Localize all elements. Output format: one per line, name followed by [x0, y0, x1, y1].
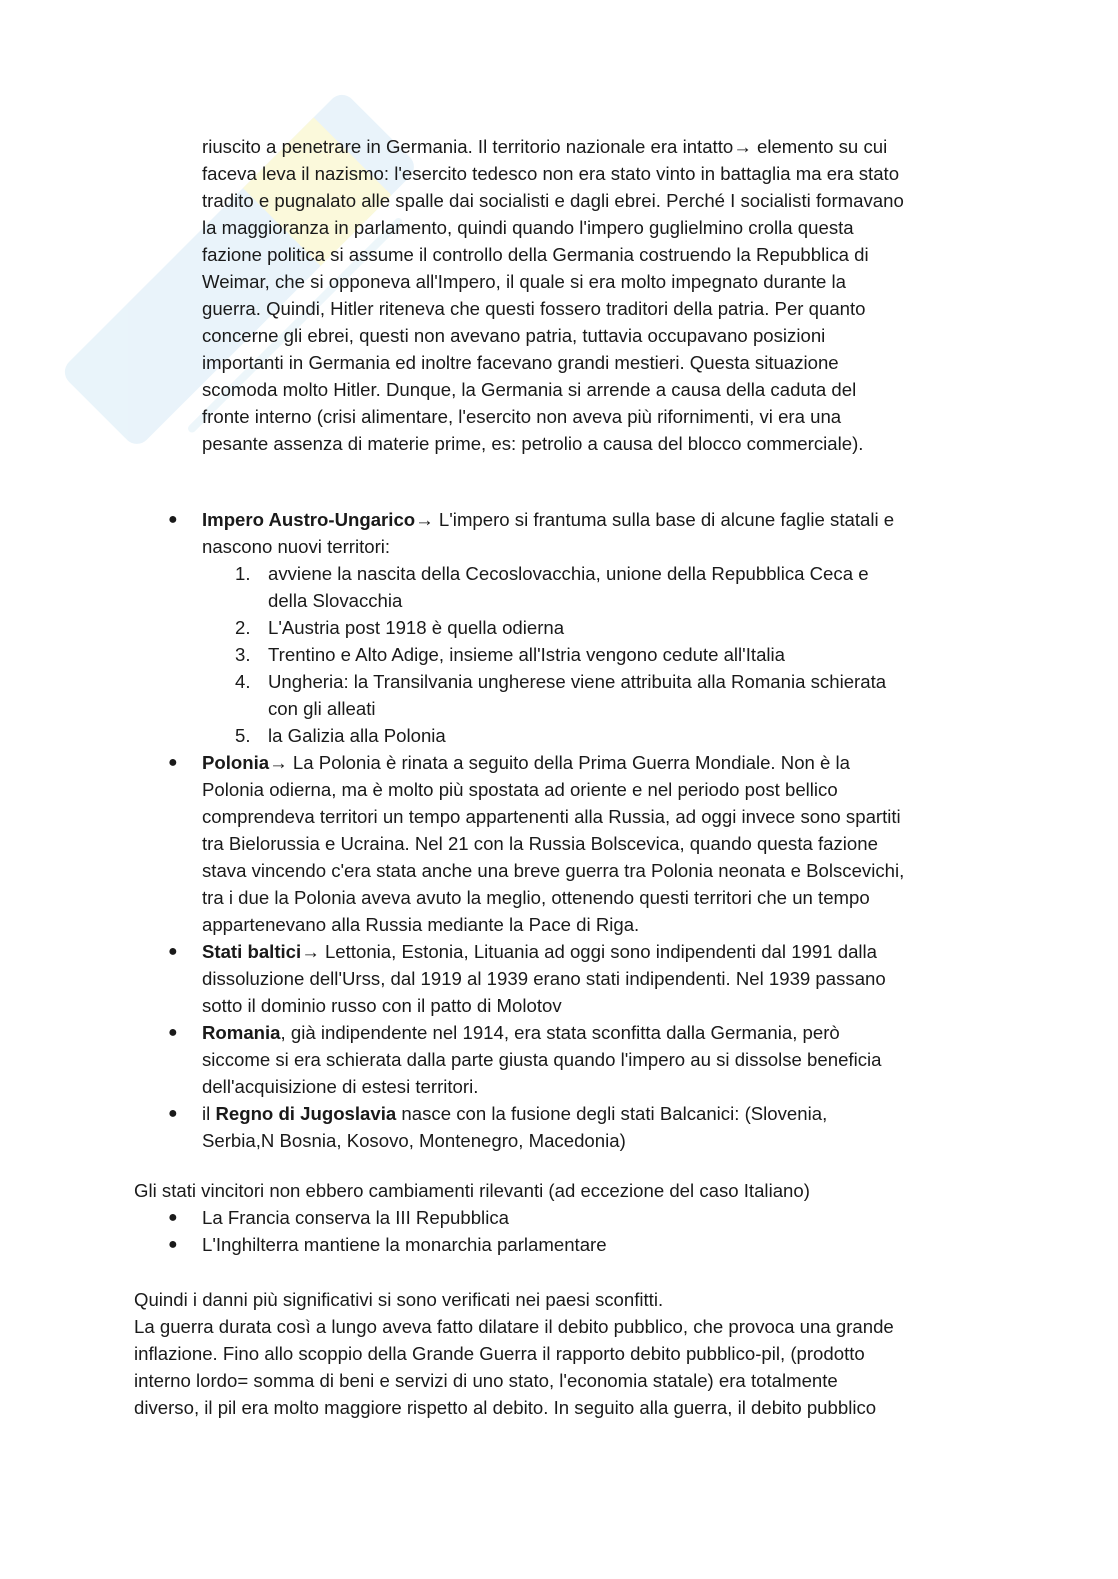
bullet-icon: ● [168, 511, 178, 528]
text-line: La Francia conserva la III Repubblica [202, 1207, 509, 1228]
text-line: L'Austria post 1918 è quella odierna [268, 617, 565, 638]
text-line: Trentino e Alto Adige, insieme all'Istria vengono cedute all'Italia [268, 644, 786, 665]
text-line: avviene la nascita della Cecoslovacchia, unione della Repubblica Ceca e [268, 563, 869, 584]
text-line: faceva leva il nazismo: l'esercito tedesco non era stato vinto in battaglia ma era stato [202, 163, 900, 184]
text-line: sotto il dominio russo con il patto di Molotov [202, 995, 562, 1016]
numbered-item [0, 614, 1118, 641]
text-line: guerra. Quindi, Hitler riteneva che questi fossero traditori della patria. Per quanto [202, 298, 866, 319]
text-line: scomoda molto Hitler. Dunque, la Germania si arrende a causa della caduta del [202, 379, 857, 400]
text-line: concerne gli ebrei, questi non avevano patria, tuttavia occupavano posizioni [202, 325, 826, 346]
winners-list [0, 1204, 1118, 1258]
item-number: 2. [235, 617, 251, 638]
text-line: la Galizia alla Polonia [268, 725, 446, 746]
item-number: 3. [235, 644, 251, 665]
text-line: tra Bielorussia e Ucraina. Nel 21 con la Russia Bolscevica, quando questa fazione [202, 833, 878, 854]
text-line: L'Inghilterra mantiene la monarchia parlamentare [202, 1234, 607, 1255]
intro-paragraph [0, 133, 1118, 457]
bullet-icon: ● [168, 1024, 178, 1041]
bullet-icon: ● [168, 1236, 178, 1253]
item-prefix: il [202, 1103, 216, 1124]
closing-paragraph [0, 1286, 1118, 1421]
list-item [0, 1100, 1118, 1154]
bullet-icon: ● [168, 1209, 178, 1226]
text-line: La guerra durata così a lungo aveva fatto dilatare il debito pubblico, che provoca una grande [134, 1316, 894, 1337]
list-item [0, 749, 1118, 938]
numbered-item [0, 668, 1118, 722]
item-heading: Polonia [202, 752, 270, 773]
item-number: 5. [235, 725, 251, 746]
list-item [0, 506, 1118, 560]
item-text: → L'impero si frantuma sulla base di alcune faglie statali e [415, 509, 895, 530]
item-number: 1. [235, 563, 251, 584]
document-body [0, 133, 1118, 1421]
text-line: diverso, il pil era molto maggiore rispetto al debito. In seguito alla guerra, il debito pubblico [134, 1397, 877, 1418]
list-item [0, 1204, 1118, 1231]
country-bullet-list [0, 506, 1118, 1154]
numbered-item [0, 722, 1118, 749]
text-line: la maggioranza in parlamento, quindi quando l'impero guglielmino crolla questa [202, 217, 854, 238]
text-line: con gli alleati [268, 698, 376, 719]
text-line: Polonia odierna, ma è molto più spostata ad oriente e nel periodo post bellico [202, 779, 838, 800]
item-text: , già indipendente nel 1914, era stata sconfitta dalla Germania, però [280, 1022, 840, 1043]
item-heading: Impero Austro-Ungarico [202, 509, 416, 530]
item-text: → La Polonia è rinata a seguito della Prima Guerra Mondiale. Non è la [269, 752, 851, 773]
item-text: → Lettonia, Estonia, Lituania ad oggi sono indipendenti dal 1991 dalla [301, 941, 878, 962]
text-line: stava vincendo c'era stata anche una breve guerra tra Polonia neonata e Bolscevichi, [202, 860, 905, 881]
text-line: Serbia,N Bosnia, Kosovo, Montenegro, Macedonia) [202, 1130, 626, 1151]
text-line: comprendeva territori un tempo appartenenti alla Russia, ad oggi invece sono spartiti [202, 806, 901, 827]
item-heading: Regno di Jugoslavia [215, 1103, 397, 1124]
text-line: Ungheria: la Transilvania ungherese viene attribuita alla Romania schierata [268, 671, 887, 692]
item-number: 4. [235, 671, 251, 692]
bullet-icon: ● [168, 1105, 178, 1122]
text-line: inflazione. Fino allo scoppio della Grande Guerra il rapporto debito pubblico-pil, (prodotto [134, 1343, 865, 1364]
winners-intro: Gli stati vincitori non ebbero cambiamenti rilevanti (ad eccezione del caso Italiano) [134, 1180, 810, 1201]
text-line: nascono nuovi territori: [202, 536, 391, 557]
item-heading: Romania [202, 1022, 281, 1043]
text-line: tra i due la Polonia aveva avuto la meglio, ottenendo questi territori che un tempo [202, 887, 870, 908]
text-line: tradito e pugnalato alle spalle dai socialisti e dagli ebrei. Perché I socialisti formavano [202, 190, 904, 211]
item-heading: Stati baltici [202, 941, 302, 962]
text-line: pesante assenza di materie prime, es: petrolio a causa del blocco commerciale). [202, 433, 864, 454]
text-line: siccome si era schierata dalla parte giusta quando l'impero au si dissolse beneficia [202, 1049, 882, 1070]
list-item [0, 938, 1118, 1019]
text-line: fazione politica si assume il controllo della Germania costruendo la Repubblica di [202, 244, 869, 265]
bullet-icon: ● [168, 943, 178, 960]
text-line: della Slovacchia [268, 590, 403, 611]
text-line: Quindi i danni più significativi si sono verificati nei paesi sconfitti. [134, 1289, 664, 1310]
list-item [0, 1019, 1118, 1100]
text-line: dissoluzione dell'Urss, dal 1919 al 1939 erano stati indipendenti. Nel 1939 passano [202, 968, 886, 989]
text-line: Weimar, che si opponeva all'Impero, il quale si era molto impegnato durante la [202, 271, 847, 292]
text-line: fronte interno (crisi alimentare, l'esercito non aveva più rifornimenti, vi era una [202, 406, 842, 427]
numbered-item [0, 560, 1118, 614]
item-text: nasce con la fusione degli stati Balcanici: (Slovenia, [396, 1103, 828, 1124]
bullet-icon: ● [168, 754, 178, 771]
numbered-item [0, 641, 1118, 668]
text-line: appartenevano alla Russia mediante la Pace di Riga. [202, 914, 640, 935]
text-line: interno lordo= somma di beni e servizi di uno stato, l'economia statale) era totalmente [134, 1370, 838, 1391]
text-line: dell'acquisizione di estesi territori. [202, 1076, 479, 1097]
list-item [0, 1231, 1118, 1258]
text-line: importanti in Germania ed inoltre facevano grandi mestieri. Questa situazione [202, 352, 839, 373]
text-line: riuscito a penetrare in Germania. Il territorio nazionale era intatto→ elemento su cui [202, 136, 888, 157]
